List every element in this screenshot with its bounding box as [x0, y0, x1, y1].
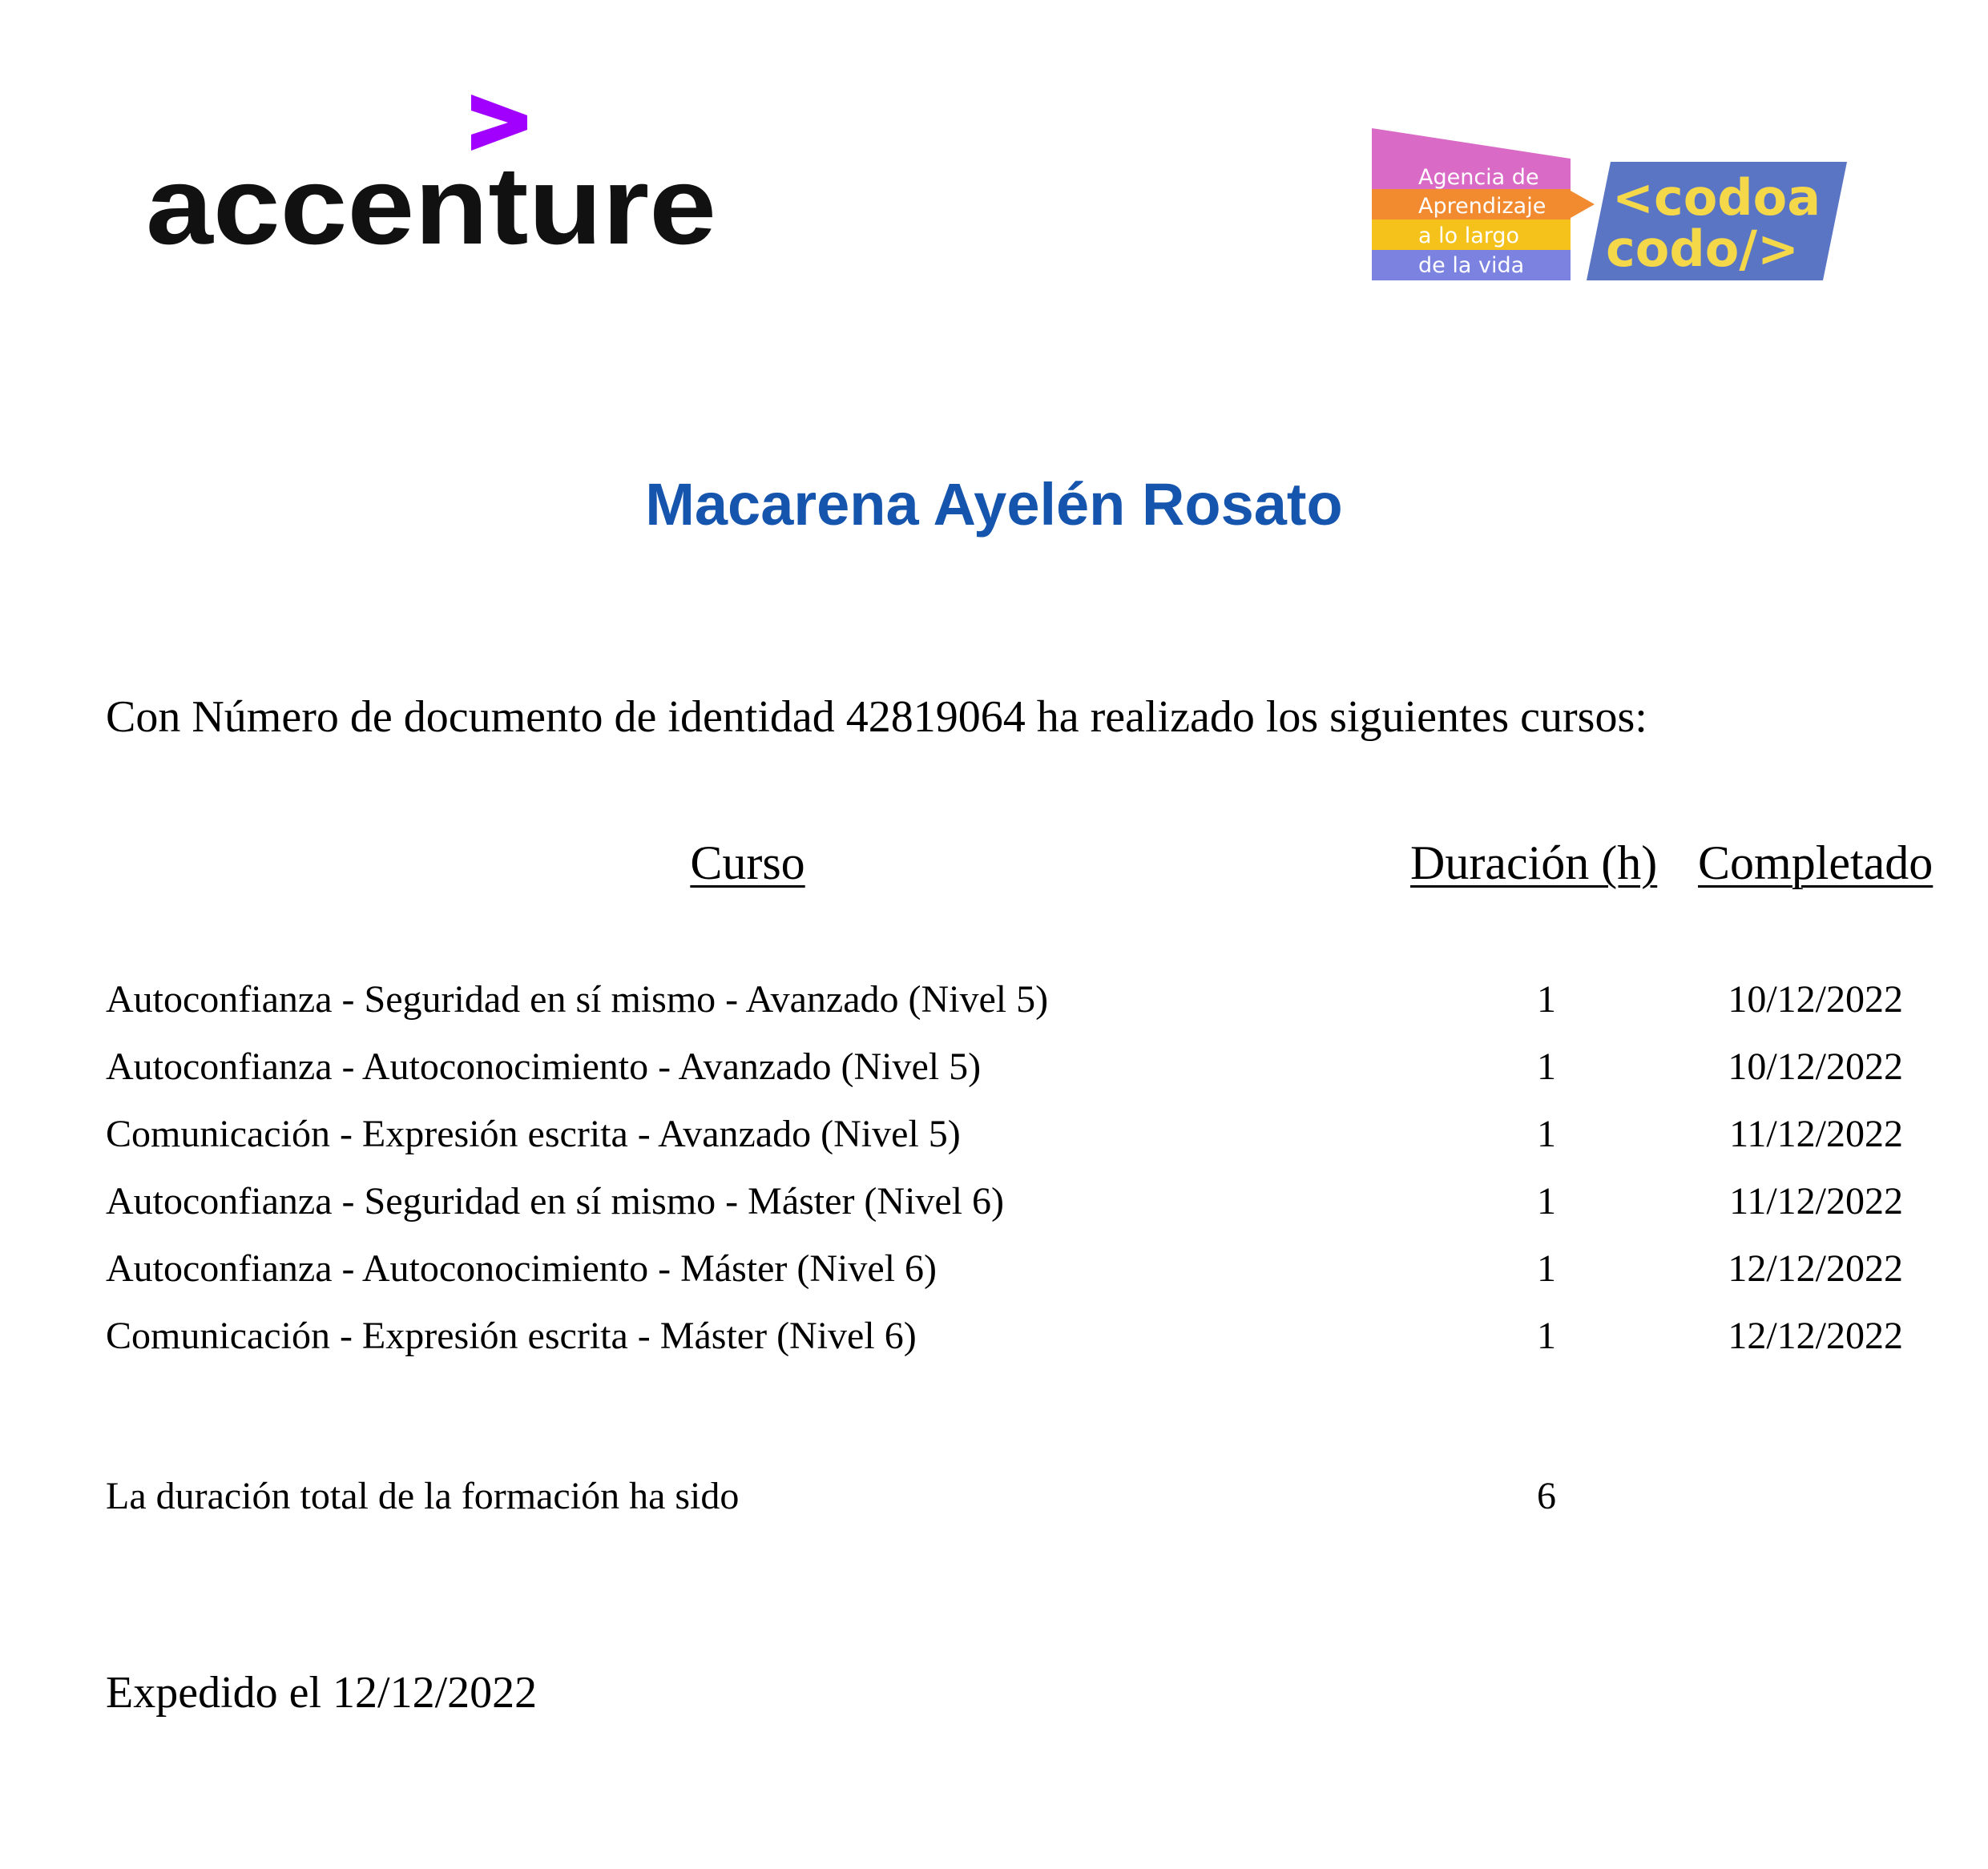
- codo-brand-line-2: codo/>: [1606, 220, 1799, 278]
- course-name: Autoconfianza - Seguridad en sí mismo - Avanzado (Nivel 5): [106, 978, 1049, 1021]
- accenture-accent-chevron: [471, 95, 527, 151]
- agency-line-4: de la vida: [1418, 253, 1525, 278]
- accenture-logo: [146, 95, 723, 255]
- intro-text: Con Número de documento de identidad 42819064 ha realizado los siguientes cursos:: [106, 692, 1647, 742]
- course-completed-date: 11/12/2022: [1729, 1180, 1903, 1223]
- recipient-name: Macarena Ayelén Rosato: [645, 471, 1343, 538]
- course-duration: 1: [1537, 1045, 1556, 1088]
- course-completed-date: 12/12/2022: [1728, 1247, 1903, 1290]
- issued-date: Expedido el 12/12/2022: [106, 1668, 538, 1718]
- course-completed-date: 10/12/2022: [1728, 1045, 1903, 1088]
- course-name: Comunicación - Expresión escrita - Máster (Nivel 6): [106, 1315, 917, 1357]
- table-row: [0, 1312, 1988, 1380]
- course-duration: 1: [1537, 1180, 1556, 1223]
- arrow-icon: [1571, 191, 1595, 218]
- table-row: [0, 976, 1988, 1043]
- course-table: [0, 976, 1988, 1380]
- table-row: [0, 1245, 1988, 1312]
- course-name: Autoconfianza - Autoconocimiento - Máster (Nivel 6): [106, 1247, 938, 1290]
- course-name: Autoconfianza - Autoconocimiento - Avanzado (Nivel 5): [106, 1045, 982, 1088]
- table-row: [0, 1043, 1988, 1110]
- course-duration: 1: [1537, 1247, 1556, 1290]
- codo-a-codo-logo: [1372, 128, 1853, 288]
- total-duration-value: 6: [1537, 1475, 1556, 1517]
- accenture-wordmark: accenture: [146, 144, 716, 255]
- header-course: Curso: [690, 836, 805, 889]
- course-completed-date: 12/12/2022: [1728, 1315, 1903, 1357]
- agency-line-3: a lo largo: [1418, 224, 1520, 248]
- table-row: [0, 1178, 1988, 1245]
- table-row: [0, 1110, 1988, 1178]
- codo-brand-line-1: <codoa: [1612, 168, 1821, 227]
- course-duration: 1: [1537, 978, 1556, 1021]
- course-name: Comunicación - Expresión escrita - Avanzado (Nivel 5): [106, 1113, 961, 1155]
- course-completed-date: 11/12/2022: [1729, 1113, 1903, 1155]
- agency-line-1: Agencia de: [1418, 165, 1539, 190]
- total-duration-row: [0, 1472, 1988, 1529]
- course-duration: 1: [1537, 1315, 1556, 1357]
- header-duration: Duración (h): [1410, 836, 1658, 889]
- course-completed-date: 10/12/2022: [1728, 978, 1903, 1021]
- header-completed: Completado: [1698, 836, 1934, 889]
- agency-line-2: Aprendizaje: [1418, 194, 1546, 219]
- course-duration: 1: [1537, 1113, 1556, 1155]
- course-name: Autoconfianza - Seguridad en sí mismo - Máster (Nivel 6): [106, 1180, 1005, 1223]
- total-duration-label: La duración total de la formación ha sido: [106, 1475, 740, 1517]
